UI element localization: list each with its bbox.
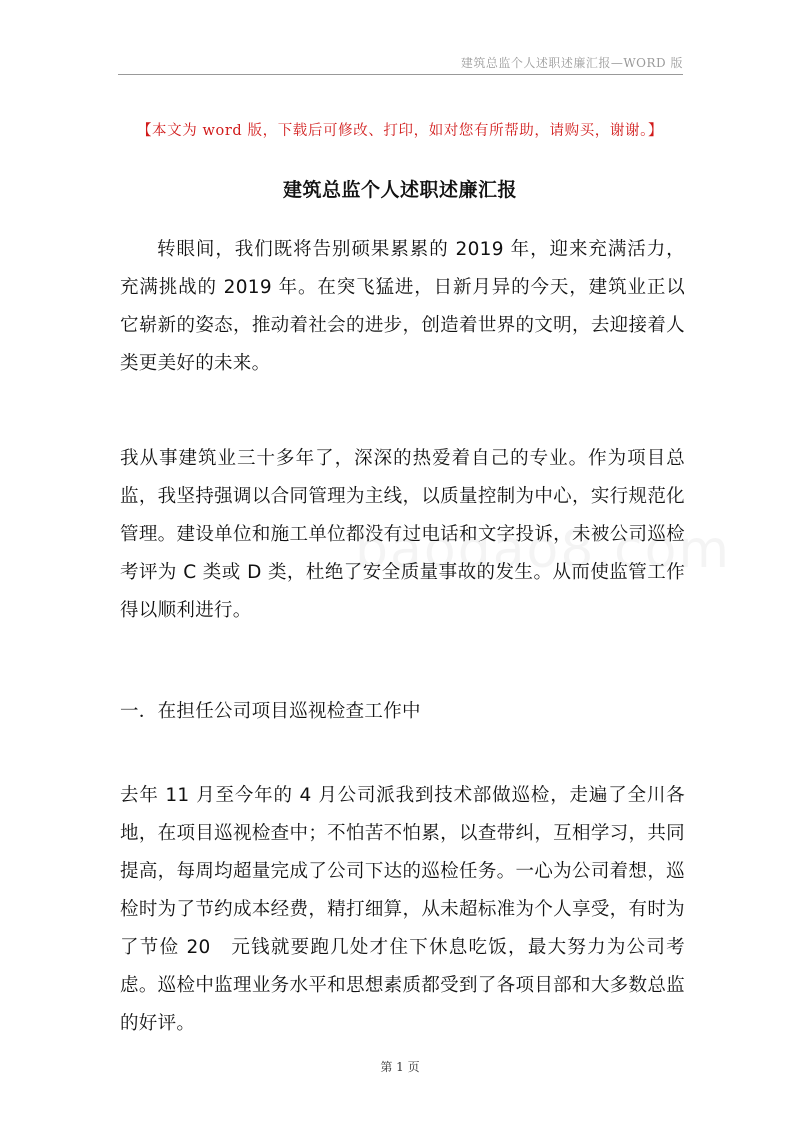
document-title: 建筑总监个人述职述廉汇报 (282, 179, 517, 201)
paragraph-career (120, 440, 685, 630)
purchase-notice: 【本文为 word 版，下载后可修改、打印，如对您有所帮助，请购买，谢谢。】 (136, 123, 664, 139)
page-header (118, 50, 683, 75)
paragraph-text: 我从事建筑业三十多年了，深深的热爱着自己的专业。作为项目总监，我坚持强调以合同管理为主线，以质量控制为中心，实行规范化管理。建设单位和施工单位都没有过电话和文字投诉，未被公司巡检考评为 C 类或 D 类，杜绝了安全质量事故的发生。从而使监管工作得以顺利进行。 (120, 448, 685, 621)
paragraph-text: 去年 11 月至今年的 4 月公司派我到技术部做巡检，走遍了全川各地，在项目巡视检查中；不怕苦不怕累，以查带纠，互相学习，共同提高，每周均超量完成了公司下达的巡检任务。一心为公司着想，巡检时为了节约成本经费，精打细算，从未超标准为个人享受，有时为了节俭 20 元钱就要跑几处才住下休息吃饭，最大努力为公司考虑。巡检中监理业务水平和思想素质都受到了各项目部和大多数总监的好评。 (120, 785, 685, 1034)
header-title: 建筑总监个人述职述廉汇报—WORD 版 (460, 56, 683, 70)
page-number: 第 1 页 (380, 1060, 420, 1074)
paragraph-intro (120, 231, 685, 383)
section-heading-1 (120, 693, 685, 731)
section-heading-text: 一．在担任公司项目巡视检查工作中 (120, 701, 421, 722)
paragraph-text: 转眼间，我们既将告别硕果累累的 2019 年，迎来充满活力，充满挑战的 2019 年。在突飞猛进，日新月异的今天，建筑业正以它崭新的姿态，推动着社会的进步，创造着世界的文明，去迎接着人类更美好的未来。 (120, 239, 685, 374)
paragraph-inspection (120, 777, 685, 1043)
